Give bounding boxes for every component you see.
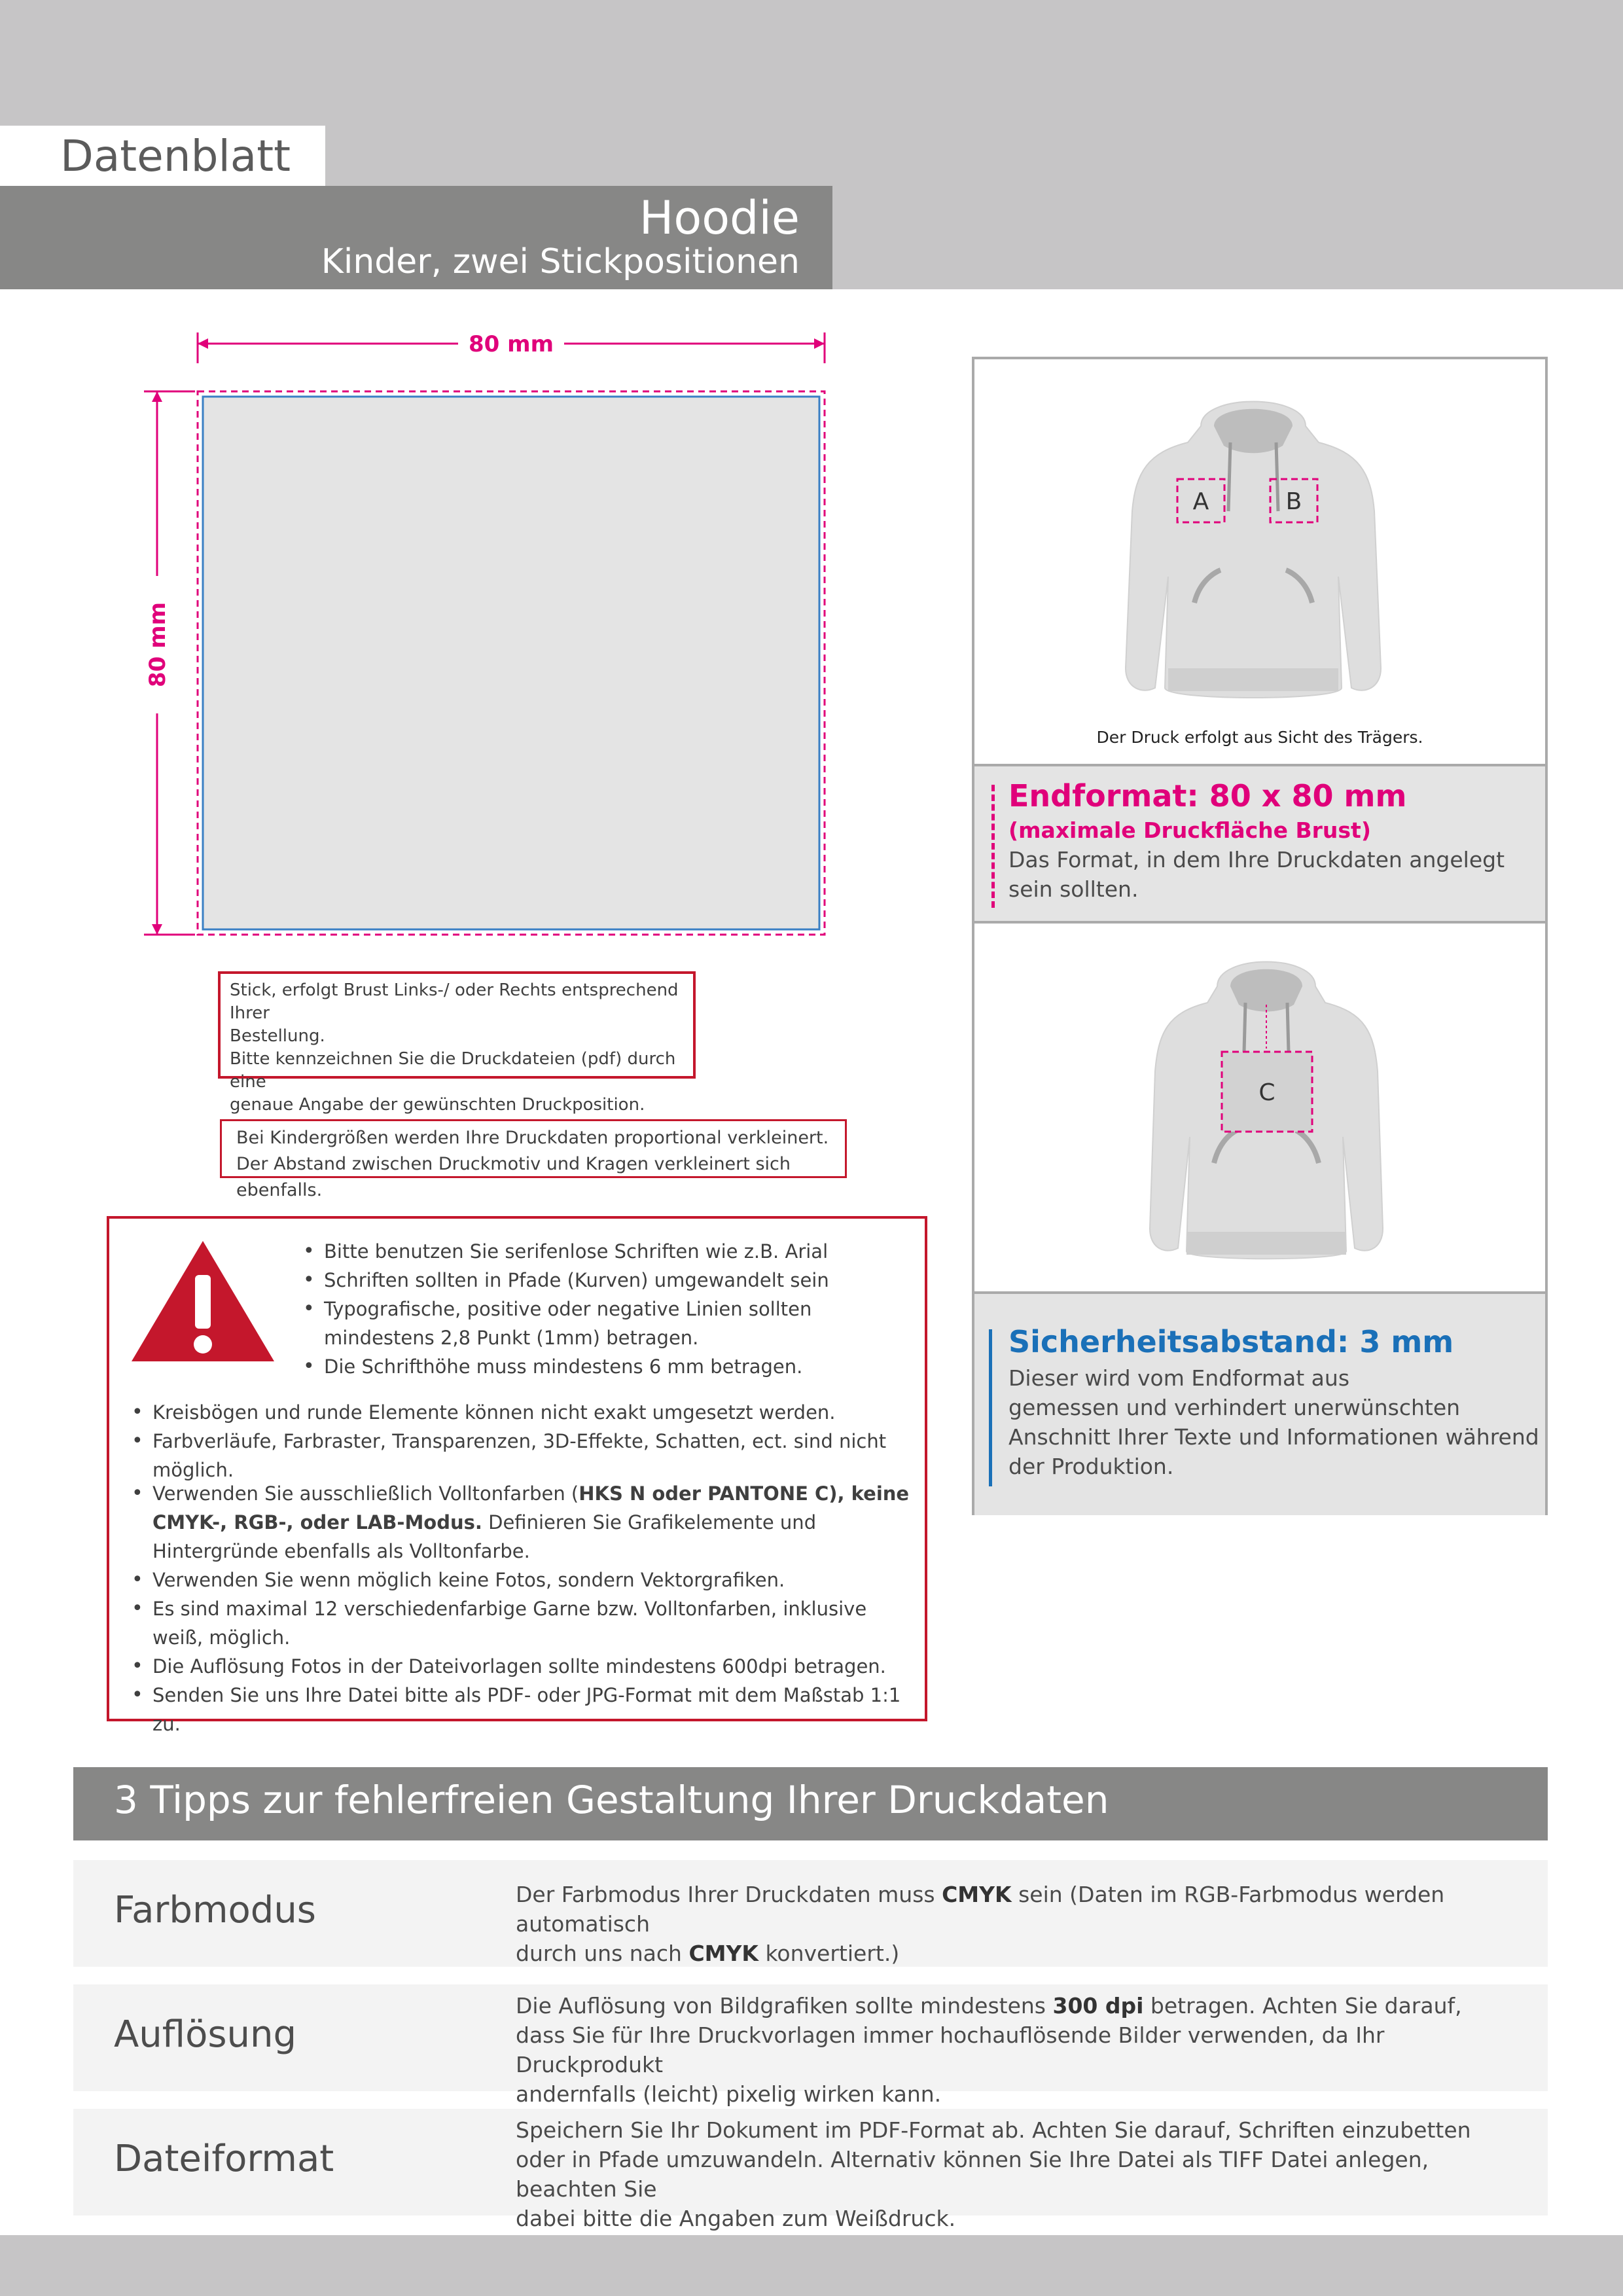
tip-text: Die Auflösung von Bildgrafiken sollte mindestens 300 dpi betragen. Achten Sie darauf, dass Sie für Ihre Druckvorlagen immer hochauflösende Bilder verwenden, da Ihr Druckprodukt andernfalls (leicht) pixelig wirken kann. — [516, 1993, 1462, 2107]
position-c-label: C — [1258, 1079, 1275, 1106]
footer-band — [0, 2235, 1623, 2296]
print-template-drawing — [137, 321, 844, 949]
design-rules-box — [107, 1216, 927, 1735]
endformat-accent-line — [991, 785, 995, 908]
note-line: genaue Angabe der gewünschten Druckposition. — [230, 1095, 645, 1115]
tip-label: Dateiformat — [114, 2138, 334, 2180]
print-area — [203, 397, 819, 929]
shape-rules-list — [129, 1398, 908, 1484]
list-item: • Senden Sie uns Ihre Datei bitte als PDF- oder JPG-Format mit dem Maßstab 1:1 zu. — [129, 1681, 914, 1738]
tip-label: Farbmodus — [114, 1889, 316, 1931]
arrow-left-icon — [198, 338, 208, 349]
note-line: Der Abstand zwischen Druckmotiv und Kragen verkleinert sich ebenfalls. — [236, 1154, 791, 1200]
position-a-label: A — [1192, 488, 1209, 515]
tips-heading: 3 Tipps zur fehlerfreien Gestaltung Ihrer Druckdaten — [114, 1778, 1109, 1822]
position-note — [218, 971, 696, 1115]
height-label: 80 mm — [145, 601, 171, 688]
tip-row-aufloesung — [73, 1984, 1548, 2107]
kids-size-note — [220, 1119, 847, 1200]
endformat-title: Endformat: 80 x 80 mm — [1008, 778, 1407, 814]
endformat-description: Das Format, in dem Ihre Druckdaten angelegt sein sollten. — [1008, 847, 1505, 902]
datasheet-tag — [0, 126, 325, 186]
position-b-label: B — [1285, 488, 1302, 515]
position-panel — [972, 357, 1548, 1515]
list-item: • Schriften sollten in Pfade (Kurven) umgewandelt sein — [300, 1266, 889, 1295]
list-item: • Typografische, positive oder negative Linien sollten mindestens 2,8 Punkt (1mm) betragen. — [300, 1295, 889, 1352]
list-item: • Verwenden Sie wenn möglich keine Fotos, sondern Vektorgrafiken. — [129, 1566, 914, 1594]
datasheet-label: Datenblatt — [60, 131, 291, 181]
note-line: Bestellung. — [230, 1026, 325, 1046]
font-rules-list — [300, 1237, 889, 1381]
list-item: • Farbverläufe, Farbraster, Transparenzen, 3D-Effekte, Schatten, ect. sind nicht möglich. — [129, 1427, 908, 1484]
endformat-subtitle: (maximale Druckfläche Brust) — [1008, 817, 1371, 843]
hoodie-center-illustration — [1149, 941, 1384, 1281]
product-title: Hoodie — [639, 191, 800, 245]
tip-text: Speichern Sie Ihr Dokument im PDF-Format ab. Achten Sie darauf, Schriften einzubetten oder in Pfade umzuwandeln. Alternativ können Sie Ihre Datei als TIFF Datei anlegen, beachten Sie dabei bitte die Angaben zum Weißdruck. — [516, 2117, 1471, 2231]
note-line: Stick, erfolgt Brust Links-/ oder Rechts entsprechend Ihrer — [230, 980, 679, 1023]
product-subtitle: Kinder, zwei Stickpositionen — [321, 242, 800, 281]
arrow-down-icon — [152, 924, 162, 935]
tip-row-farbmodus — [73, 1860, 1548, 1967]
warning-triangle-icon — [129, 1237, 277, 1365]
list-item: • Die Auflösung Fotos in der Dateivorlagen sollte mindestens 600dpi betragen. — [129, 1652, 914, 1681]
tips-header — [73, 1767, 1548, 1840]
arrow-up-icon — [152, 391, 162, 402]
list-item: • Bitte benutzen Sie serifenlose Schriften wie z.B. Arial — [300, 1237, 889, 1266]
safety-description: Dieser wird vom Endformat aus gemessen und verhindert unerwünschten Anschnitt Ihrer Texte und Informationen während der Produktion. — [1008, 1365, 1539, 1479]
list-item: • Kreisbögen und runde Elemente können nicht exakt umgesetzt werden. — [129, 1398, 908, 1427]
tip-label: Auflösung — [114, 2013, 297, 2056]
list-item: • Verwenden Sie ausschließlich Volltonfarben (HKS N oder PANTONE C), keine CMYK-, RGB-, oder LAB-Modus. Definieren Sie Grafikelemente und Hintergründe ebenfalls als Volltonfarbe. — [129, 1479, 914, 1566]
view-caption: Der Druck erfolgt aus Sicht des Trägers. — [1096, 728, 1423, 747]
safety-accent-line — [989, 1329, 992, 1486]
hoodie-front-illustration — [1122, 380, 1384, 714]
safety-margin-block — [974, 1291, 1545, 1515]
safety-title: Sicherheitsabstand: 3 mm — [1008, 1324, 1454, 1359]
tip-row-dateiformat — [73, 2109, 1548, 2231]
list-item: • Die Schrifthöhe muss mindestens 6 mm betragen. — [300, 1352, 889, 1381]
title-bar — [0, 186, 832, 289]
color-rules-list — [129, 1479, 914, 1738]
note-line: Bei Kindergrößen werden Ihre Druckdaten proportional verkleinert. — [236, 1128, 829, 1148]
tip-text: Der Farbmodus Ihrer Druckdaten muss CMYK sein (Daten im RGB-Farbmodus werden automatisch durch uns nach CMYK konvertiert.) — [516, 1882, 1445, 1966]
endformat-block — [974, 764, 1545, 924]
list-item: • Es sind maximal 12 verschiedenfarbige Garne bzw. Volltonfarben, inklusive weiß, möglich. — [129, 1594, 914, 1652]
note-line: Bitte kennzeichnen Sie die Druckdateien (pdf) durch eine — [230, 1049, 676, 1092]
arrow-right-icon — [814, 338, 825, 349]
width-label: 80 mm — [468, 331, 554, 357]
